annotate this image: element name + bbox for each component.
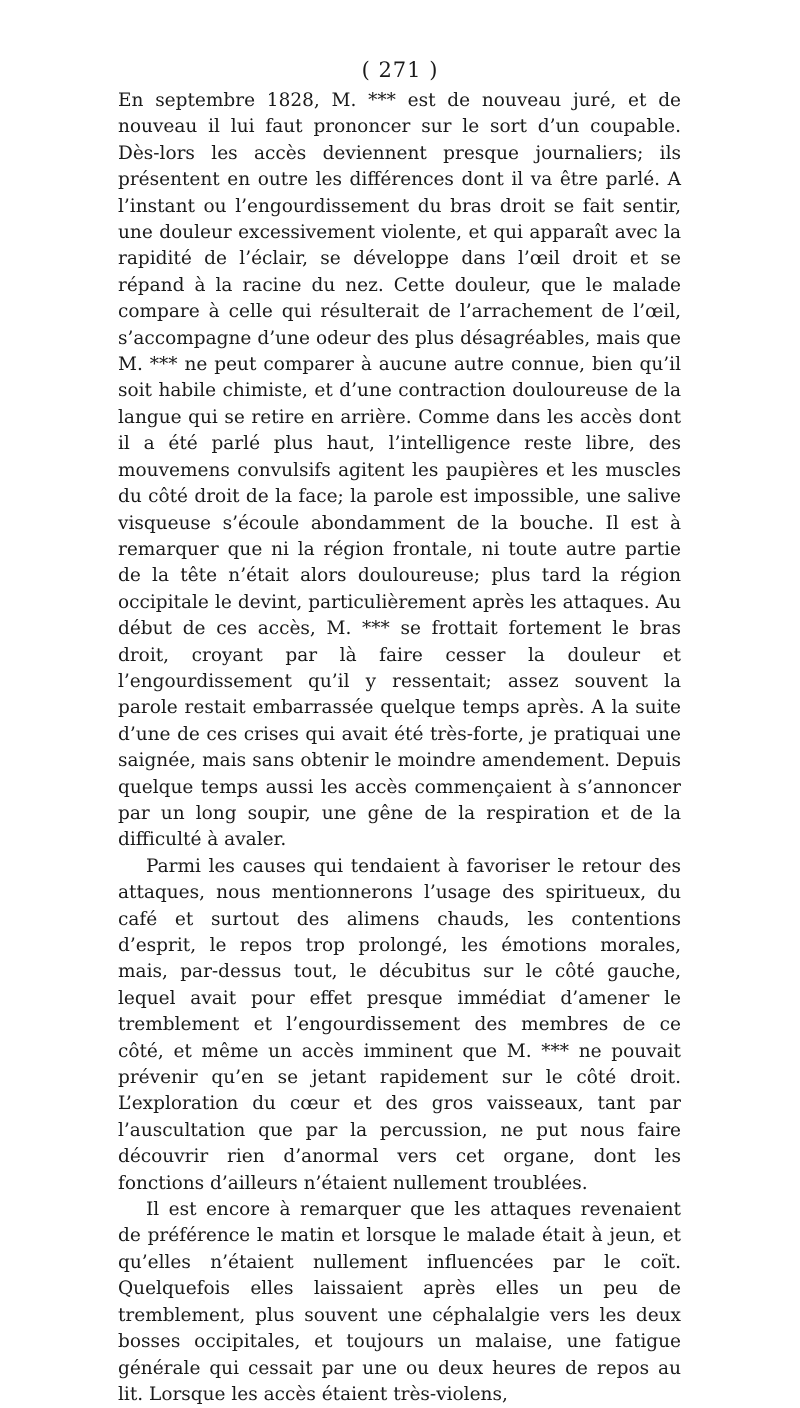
page-number: ( 271 )	[361, 58, 439, 82]
paragraph-1: En septembre 1828, M. *** est de nouveau juré, et de nouveau il lui faut prononcer sur le sort d’un coupable. Dès-lors les accès deviennent presque journaliers; ils présentent en outre les différences dont il va être parlé. A l’instant ou l’engourdissement du bras droit se fait sentir, une douleur excessivement violente, et qui apparaît avec la rapidité de l’éclair, se développe dans l’œil droit et se répand à la racine du nez. Cette douleur, que le malade compare à celle qui résulterait de l’arrachement de l’œil, s’accompagne d’une odeur des plus désagréables, mais que M. *** ne peut comparer à aucune autre connue, bien qu’il soit habile chimiste, et d’une contraction douloureuse de la langue qui se retire en arrière. Comme dans les accès dont il a été parlé plus haut, l’intelligence reste libre, des mouvemens convulsifs agitent les paupières et les muscles du côté droit de la face; la parole est impossible, une salive visqueuse s’écoule abondamment de la bouche. Il est à remarquer que ni la région frontale, ni toute autre partie de la tête n’était alors douloureuse; plus tard la région occipitale le devint, particulièrement après les attaques. Au début de ces accès, M. *** se frottait fortement le bras droit, croyant par là faire cesser la douleur et l’engourdissement qu’il y ressentait; assez souvent la parole restait embarrassée quelque temps après. A la suite d’une de ces crises qui avait été très-forte, je pratiquai une saignée, mais sans obtenir le moindre amendement. Depuis quelque temps aussi les accès commençaient à s’annoncer par un long soupir, une gêne de la respiration et de la difficulté à avaler.	[118, 90, 681, 851]
paragraph-2: Parmi les causes qui tendaient à favoriser le retour des attaques, nous mentionnerons l’usage des spiritueux, du café et surtout des alimens chauds, les contentions d’esprit, le repos trop prolongé, les émotions morales, mais, par-dessus tout, le décubitus sur le côté gauche, lequel avait pour effet presque immédiat d’amener le tremblement et l’engourdissement des membres de ce côté, et même un accès imminent que M. *** ne pouvait prévenir qu’en se jetant rapidement sur le côté droit. L’exploration du cœur et des gros vaisseaux, tant par l’auscultation que par la percussion, ne put nous faire découvrir rien d’anormal vers cet organe, dont les fonctions d’ailleurs n’étaient nullement troublées.	[118, 855, 681, 1194]
paragraph-3: Il est encore à remarquer que les attaques revenaient de préférence le matin et lorsque le malade était à jeun, et qu’elles n’étaient nullement influencées par le coït. Quelquefois elles laissaient après elles un peu de tremblement, plus souvent une céphalalgie vers les deux bosses occipitales, et toujours un malaise, une fatigue générale qui cessait par une ou deux heures de repos au lit. Lorsque les accès étaient très-violens,	[118, 1199, 681, 1405]
body-text	[118, 88, 681, 1408]
